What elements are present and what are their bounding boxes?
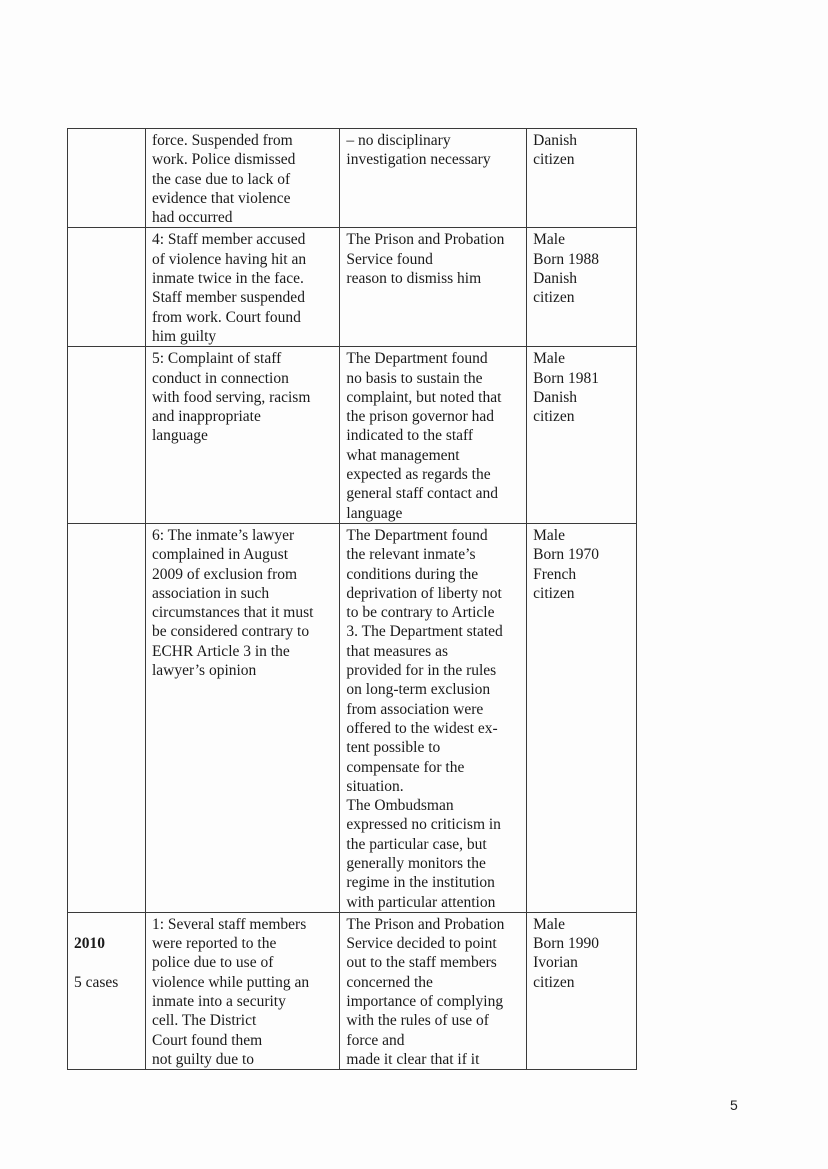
table-row bbox=[68, 129, 637, 228]
year-cell bbox=[68, 523, 146, 912]
year-cell bbox=[68, 129, 146, 228]
case-outcome-cell: The Department found no basis to sustain the complaint, but noted that the prison governor had indicated to the staff what management expected as regards the general staff contact and language bbox=[340, 347, 527, 524]
case-description-cell: 1: Several staff members were reported to the police due to use of violence while putting an inmate into a security cell. The District Court found them not guilty due to bbox=[145, 912, 339, 1069]
table-row bbox=[68, 228, 637, 347]
year-cell bbox=[68, 228, 146, 347]
case-outcome-cell: – no disciplinary investigation necessary bbox=[340, 129, 527, 228]
page-number: 5 bbox=[730, 1097, 738, 1113]
case-description-cell: 4: Staff member accused of violence having hit an inmate twice in the face. Staff member suspended from work. Court found him guilty bbox=[145, 228, 339, 347]
year-cell bbox=[68, 912, 146, 1069]
inmate-info-cell: Male Born 1970 French citizen bbox=[527, 523, 637, 912]
table-row bbox=[68, 347, 637, 524]
case-description-cell: force. Suspended from work. Police dismissed the case due to lack of evidence that violence had occurred bbox=[145, 129, 339, 228]
inmate-info-cell: Danish citizen bbox=[527, 129, 637, 228]
case-outcome-cell: The Prison and Probation Service found reason to dismiss him bbox=[340, 228, 527, 347]
table-row bbox=[68, 912, 637, 1069]
case-count: 5 cases bbox=[74, 973, 119, 991]
case-description-cell: 5: Complaint of staff conduct in connection with food serving, racism and inappropriate language bbox=[145, 347, 339, 524]
case-outcome-cell: The Department found the relevant inmate’s conditions during the deprivation of liberty not to be contrary to Article 3. The Department stated that measures as provided for in the rules on long-term exclusion from association were offered to the widest ex- tent possible to compensate for the situation. The Ombudsman expressed no criticism in the particular case, but generally monitors the regime in the institution with particular attention bbox=[340, 523, 527, 912]
year-label: 2010 bbox=[74, 935, 105, 953]
case-outcome-cell: The Prison and Probation Service decided to point out to the staff members concerned the importance of complying with the rules of use of force and made it clear that if it bbox=[340, 912, 527, 1069]
case-description-cell: 6: The inmate’s lawyer complained in August 2009 of exclusion from association in such circumstances that it must be considered contrary to ECHR Article 3 in the lawyer’s opinion bbox=[145, 523, 339, 912]
cases-table bbox=[67, 128, 637, 1070]
year-cell bbox=[68, 347, 146, 524]
inmate-info-cell: Male Born 1990 Ivorian citizen bbox=[527, 912, 637, 1069]
inmate-info-cell: Male Born 1988 Danish citizen bbox=[527, 228, 637, 347]
table-row bbox=[68, 523, 637, 912]
inmate-info-cell: Male Born 1981 Danish citizen bbox=[527, 347, 637, 524]
